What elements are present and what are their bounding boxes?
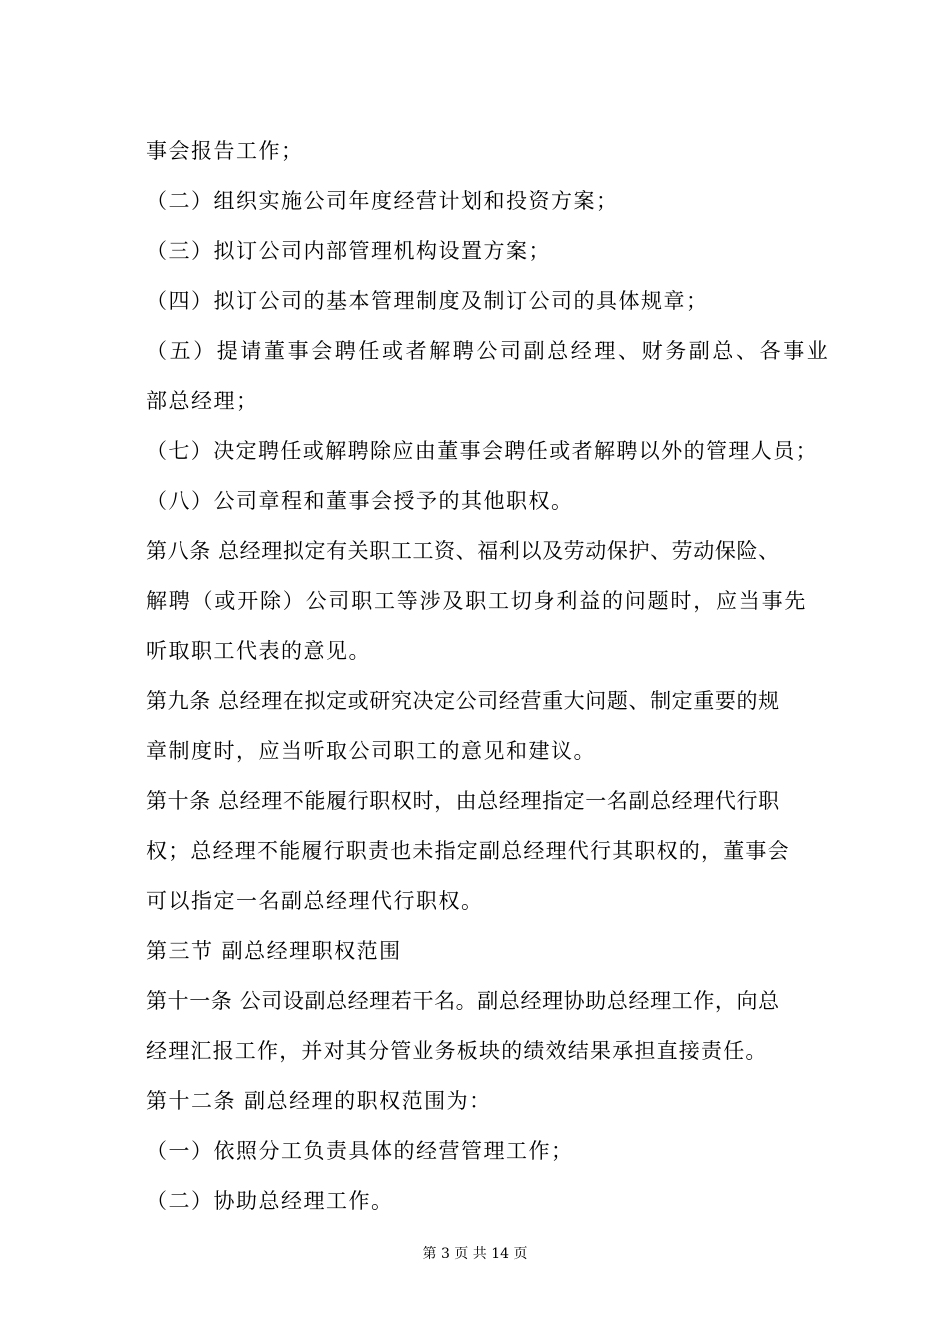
text-line: 权；总经理不能履行职责也未指定副总经理代行其职权的，董事会 xyxy=(146,839,790,863)
text-line: （二）协助总经理工作。 xyxy=(146,1189,394,1213)
article-8-line: 第八条 总经理拟定有关职工工资、福利以及劳动保护、劳动保险、 xyxy=(146,539,780,563)
article-11-line: 第十一条 公司设副总经理若干名。副总经理协助总经理工作，向总 xyxy=(146,989,780,1013)
article-9-line: 第九条 总经理在拟定或研究决定公司经营重大问题、制定重要的规 xyxy=(146,689,780,713)
text-line: 事会报告工作； xyxy=(146,139,304,163)
text-line: 可以指定一名副总经理代行职权。 xyxy=(146,889,484,913)
text-line: （二）组织实施公司年度经营计划和投资方案； xyxy=(146,189,619,213)
page-number-footer: 第 3 页 共 14 页 xyxy=(422,1246,528,1262)
text-line: 部总经理； xyxy=(146,389,259,413)
text-line: 解聘（或开除）公司职工等涉及职工切身利益的问题时，应当事先 xyxy=(146,589,808,613)
text-line: （三）拟订公司内部管理机构设置方案； xyxy=(146,239,551,263)
text-line: （一）依照分工负责具体的经营管理工作； xyxy=(146,1139,574,1163)
article-12-line: 第十二条 副总经理的职权范围为： xyxy=(146,1089,492,1113)
text-line: 听取职工代表的意见。 xyxy=(146,639,371,663)
section-heading: 第三节 副总经理职权范围 xyxy=(146,939,402,963)
text-line: （七）决定聘任或解聘除应由董事会聘任或者解聘以外的管理人员； xyxy=(146,439,818,463)
text-line: （八）公司章程和董事会授予的其他职权。 xyxy=(146,489,574,513)
text-line: （五）提请董事会聘任或者解聘公司副总经理、财务副总、各事业 xyxy=(146,339,831,363)
text-line: 章制度时，应当听取公司职工的意见和建议。 xyxy=(146,739,596,763)
article-10-line: 第十条 总经理不能履行职权时，由总经理指定一名副总经理代行职 xyxy=(146,789,780,813)
text-line: 经理汇报工作，并对其分管业务板块的绩效结果承担直接责任。 xyxy=(146,1039,768,1063)
text-line: （四）拟订公司的基本管理制度及制订公司的具体规章； xyxy=(146,289,709,313)
